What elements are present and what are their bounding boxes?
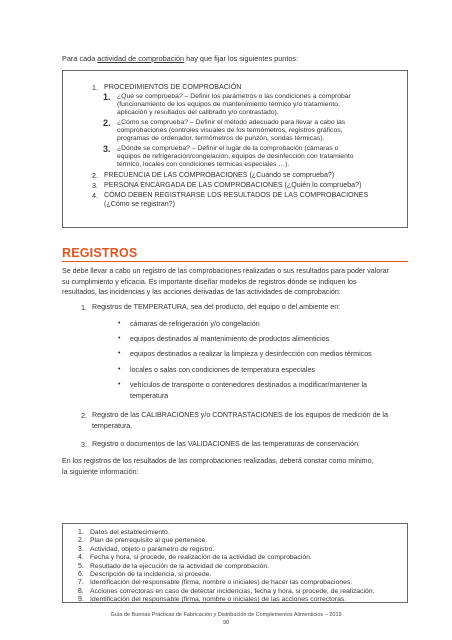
outline-number: 2.	[92, 171, 98, 180]
sub-number: 3.	[103, 144, 111, 154]
outline-number: 1.	[92, 83, 98, 92]
field-item: Actividad, objeto o parámetro de registro.	[90, 545, 215, 553]
outline-item: PROCEDIMIENTOS DE COMPROBACIÓN	[104, 83, 242, 91]
registro-text: Registro de las CALIBRACIONES y/o CONTRASTACIONES de los equipos de medición de la	[92, 411, 388, 419]
registro-text: Registros de TEMPERATURA, sea del producto, del equipo o del ambiente en:	[92, 303, 341, 311]
bullet-item: equipos destinados a realizar la limpieza y desinfección con medios térmicos	[130, 350, 372, 358]
bullet-item-continuation: temperatura	[130, 392, 169, 400]
sub-line: programas de ordenador, termómetros de punzón, sondas térmicas).	[117, 135, 325, 142]
bullet-item: cámaras de refrigeración y/o congelación	[130, 320, 260, 328]
bullet-item: equipos destinados al mantenimiento de productos alimenticios	[130, 335, 330, 343]
sub-line: equipos de refrigeración/congelación, equipos de desinfección con tratamiento	[117, 153, 354, 160]
registro-text-continuation: temperatura.	[92, 422, 133, 430]
sub-number: 2.	[103, 118, 111, 128]
field-number: 7.	[78, 579, 84, 587]
sub-line: ¿Qué se comprueba? – Definir los parámetros o las condiciones a comprobar	[117, 93, 351, 100]
bullet-icon: •	[118, 350, 121, 357]
field-item: Descripción de la incidencia, si procede.	[90, 571, 212, 578]
outline-item: PERSONA ENCARGADA DE LAS COMPROBACIONES (¿Quién lo comprueba?)	[104, 181, 362, 189]
bullet-icon: •	[118, 381, 121, 388]
registro-text: Registro o documentos de las VALIDACIONES de las temperaturas de conservación.	[92, 440, 360, 448]
underlined-term: actividad de comprobación	[97, 54, 185, 63]
intro-line: Para cada actividad de comprobación hay que fijar los siguientes puntos:	[62, 54, 299, 63]
sub-line: comprobaciones (controles visuales de los termómetros, registros gráficos,	[117, 127, 343, 134]
outline-number: 3.	[92, 181, 98, 190]
sub-line: ¿Dónde se comprueba? – Definir el lugar de la comprobación (cámaras o	[117, 145, 339, 152]
field-number: 5.	[78, 562, 84, 570]
outline-number: 4.	[92, 191, 98, 200]
field-number: 6.	[78, 571, 84, 578]
footer-title: Guía de Buenas Prácticas de Fabricación y Distribución de Complementos Alimenticios – 2019	[110, 612, 342, 618]
field-item: Datos del establecimiento.	[90, 529, 170, 536]
bullet-item: vehículos de transporte o contenedores destinados a modificar/mantener la	[130, 381, 367, 389]
bullet-item: locales o salas con condiciones de temperatura especiales	[130, 366, 315, 374]
heading-rule	[62, 261, 408, 262]
field-number: 8.	[78, 587, 84, 595]
sub-line: aplicación y resultados del calibrado y/o contrastado).	[117, 109, 279, 116]
sub-line: ¿Cómo se comprueba? – Definir el método adecuado para llevar a cabo las	[117, 119, 346, 126]
sub-line: (funcionamiento de los equipos de mantenimiento térmico y/o tratamiento,	[117, 101, 340, 108]
section-paragraph: Se debe llevar a cabo un registro de las comprobaciones realizadas o sus resultados para poder valorar su cumplimiento y eficacia. Es importante diseñar modelos de registros dónde se indiquen los resultados, las incidencias y las acciones derivadas de las actividades de comprobación:	[62, 267, 389, 297]
field-item: Resultado de la ejecución de la actividad de comprobación.	[90, 562, 270, 570]
bullet-icon: •	[118, 366, 121, 373]
field-number: 2.	[78, 537, 84, 545]
section-heading: REGISTROS	[62, 246, 138, 260]
summary-paragraph: En los registros de los resultados de las comprobaciones realizadas, deberá constar como mínimo, la siguiente información:	[62, 457, 374, 476]
registro-number: 3.	[81, 440, 87, 449]
field-number: 4.	[78, 554, 84, 562]
registro-number: 1.	[81, 303, 87, 312]
field-item: Plan de prerrequisito al que pertenece.	[90, 537, 208, 545]
bullet-icon: •	[118, 335, 121, 342]
registro-number: 2.	[81, 411, 87, 420]
outline-item: CÓMO DEBEN REGISTRARSE LOS RESULTADOS DE LAS COMPROBACIONES	[104, 191, 369, 199]
field-item: Fecha y hora, si procede, de realización de la actividad de comprobación.	[90, 554, 312, 562]
field-item: Identificación del responsable (firma, nombre o iniciales) de las acciones correctoras.	[90, 596, 347, 604]
page-number: 90	[222, 620, 230, 626]
sub-line: térmico, locales con condiciones térmicas especiales …).	[117, 161, 290, 168]
bullet-icon: •	[118, 320, 121, 327]
outline-item-continuation: (¿Cómo se registran?)	[104, 200, 175, 208]
field-number: 1.	[78, 529, 84, 536]
sub-number: 1.	[103, 92, 111, 102]
field-item: Acciones correctoras en caso de detectar incidencias, fecha y hora, si procede, de realización.	[90, 587, 375, 595]
outline-item: FRECUENCIA DE LAS COMPROBACIONES (¿Cuándo se comprueba?)	[104, 171, 335, 179]
field-number: 3.	[78, 545, 84, 553]
field-number: 9.	[78, 596, 84, 604]
field-item: Identificación del responsable (firma, nombre o iniciales) de hacer las comprobaciones.	[90, 579, 353, 587]
